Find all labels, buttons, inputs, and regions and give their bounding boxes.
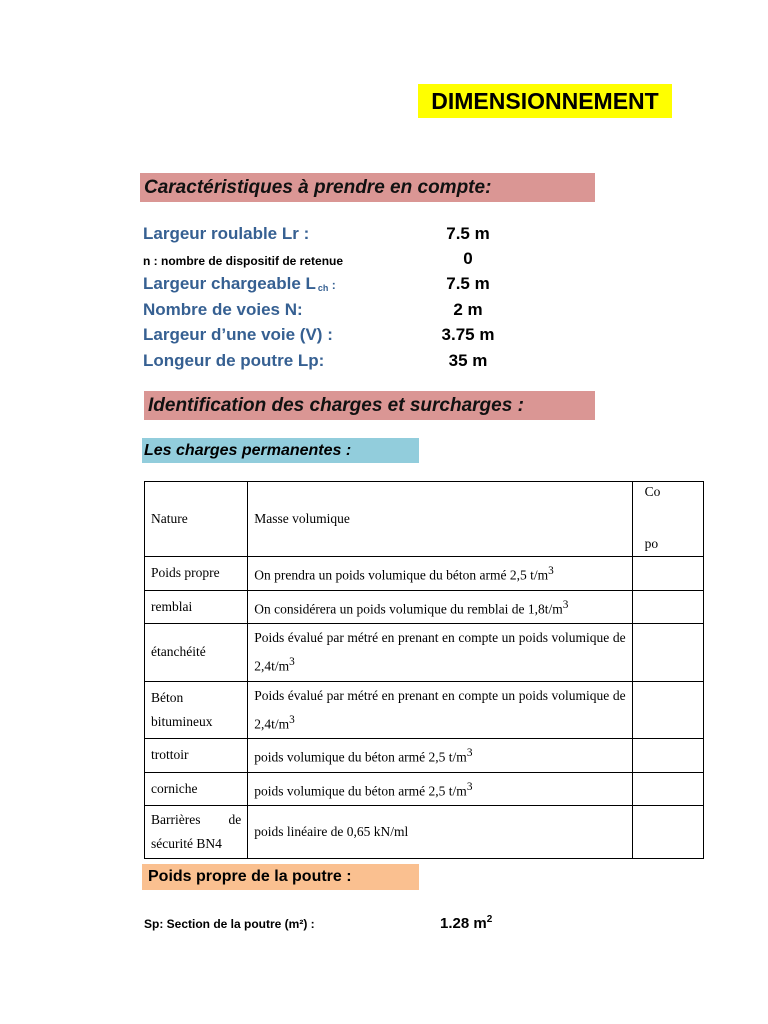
sp-label: Sp: Section de la poutre (m²) : (144, 917, 315, 931)
table-row (145, 806, 704, 859)
prop-value-largeur-roulable: 7.5 m (446, 224, 490, 243)
table-cell-masse (248, 739, 632, 773)
table-cell-masse (248, 557, 632, 591)
prop-value-largeur-voie: 3.75 m (441, 325, 495, 344)
table-cell-masse (248, 772, 632, 806)
masse-text: On considérera un poids volumique du remblai de 1,8t/m (254, 601, 563, 616)
prop-label-largeur-chargeable (143, 274, 336, 294)
table-row (145, 772, 704, 806)
table-header-row (145, 482, 704, 557)
prop-value-largeur-chargeable: 7.5 m (446, 274, 490, 293)
table-cell-masse (248, 624, 632, 682)
prop-label-text: Largeur chargeable L (143, 274, 316, 293)
table-row (145, 590, 704, 624)
prop-label-nombre-voies: Nombre de voies N: (143, 300, 303, 319)
sp-value-sup: 2 (486, 914, 493, 925)
table-cell-nature: Béton bitumineux (145, 681, 248, 739)
sp-value-text: 1.28 m (440, 915, 487, 932)
section-heading-characteristics: Caractéristiques à prendre en compte: (140, 173, 595, 202)
sub-heading-poids-propre: Poids propre de la poutre : (142, 864, 419, 890)
table-cell-nature: Poids propre (145, 557, 248, 591)
table-row (145, 681, 704, 739)
table-cell-nature: trottoir (145, 739, 248, 773)
table-cell-extra (632, 590, 703, 624)
table-header-masse: Masse volumique (248, 482, 632, 557)
table-row (145, 624, 704, 682)
prop-label-subscript: ch (317, 283, 329, 293)
masse-text: Poids évalué par métré en prenant en compte un poids volumique de 2,4t/m (254, 687, 626, 731)
page-title: DIMENSIONNEMENT (418, 84, 672, 118)
section-heading-charges: Identification des charges et surcharges : (144, 391, 595, 420)
table-cell-masse (248, 806, 632, 859)
prop-label-suffix: : (328, 278, 336, 292)
table-cell-nature: remblai (145, 590, 248, 624)
table-cell-extra (632, 806, 703, 859)
masse-sup: 3 (466, 780, 473, 793)
table-cell-nature: étanchéité (145, 624, 248, 682)
prop-label-dispositif-retenue: n : nombre de dispositif de retenue (143, 254, 344, 268)
masse-sup: 3 (548, 565, 554, 577)
masse-sup: 3 (466, 747, 473, 759)
prop-label-largeur-roulable: Largeur roulable Lr : (143, 224, 310, 243)
table-cell-extra (632, 557, 703, 591)
table-cell-extra (632, 772, 703, 806)
table-cell-extra (632, 624, 703, 682)
masse-text: On prendra un poids volumique du béton armé 2,5 t/m (254, 567, 549, 583)
table-header-extra-top: Co (644, 484, 661, 499)
prop-value-nombre-voies: 2 m (453, 300, 483, 319)
masse-text: poids volumique du béton armé 2,5 t/m (254, 783, 467, 798)
masse-sup: 3 (289, 656, 295, 668)
charges-table-container (144, 481, 672, 851)
masse-sup: 3 (562, 598, 569, 611)
table-row (145, 739, 704, 773)
table-header-nature: Nature (145, 482, 248, 557)
table-header-extra (632, 482, 703, 557)
prop-value-dispositif-retenue: 0 (463, 249, 473, 268)
prop-value-longeur-poutre: 35 m (448, 351, 488, 370)
masse-text: Poids évalué par métré en prenant en compte un poids volumique de 2,4t/m (254, 630, 626, 674)
table-cell-masse (248, 590, 632, 624)
table-cell-masse (248, 681, 632, 739)
table-cell-extra (632, 681, 703, 739)
table-cell-nature: Barrières de sécurité BN4 (145, 806, 248, 859)
prop-label-longeur-poutre: Longeur de poutre Lp: (143, 351, 325, 370)
table-row (145, 557, 704, 591)
masse-text: poids volumique du béton armé 2,5 t/m (254, 749, 467, 765)
sp-value (440, 914, 492, 932)
table-cell-nature: corniche (145, 772, 248, 806)
table-cell-extra (632, 739, 703, 773)
table-header-extra-bottom: po (644, 536, 659, 551)
masse-sup: 3 (289, 713, 295, 726)
charges-table (144, 481, 704, 859)
prop-label-largeur-voie: Largeur d’une voie (V) : (143, 325, 333, 344)
sub-heading-charges-permanentes: Les charges permanentes : (142, 438, 419, 463)
masse-text: poids linéaire de 0,65 kN/ml (254, 824, 409, 839)
